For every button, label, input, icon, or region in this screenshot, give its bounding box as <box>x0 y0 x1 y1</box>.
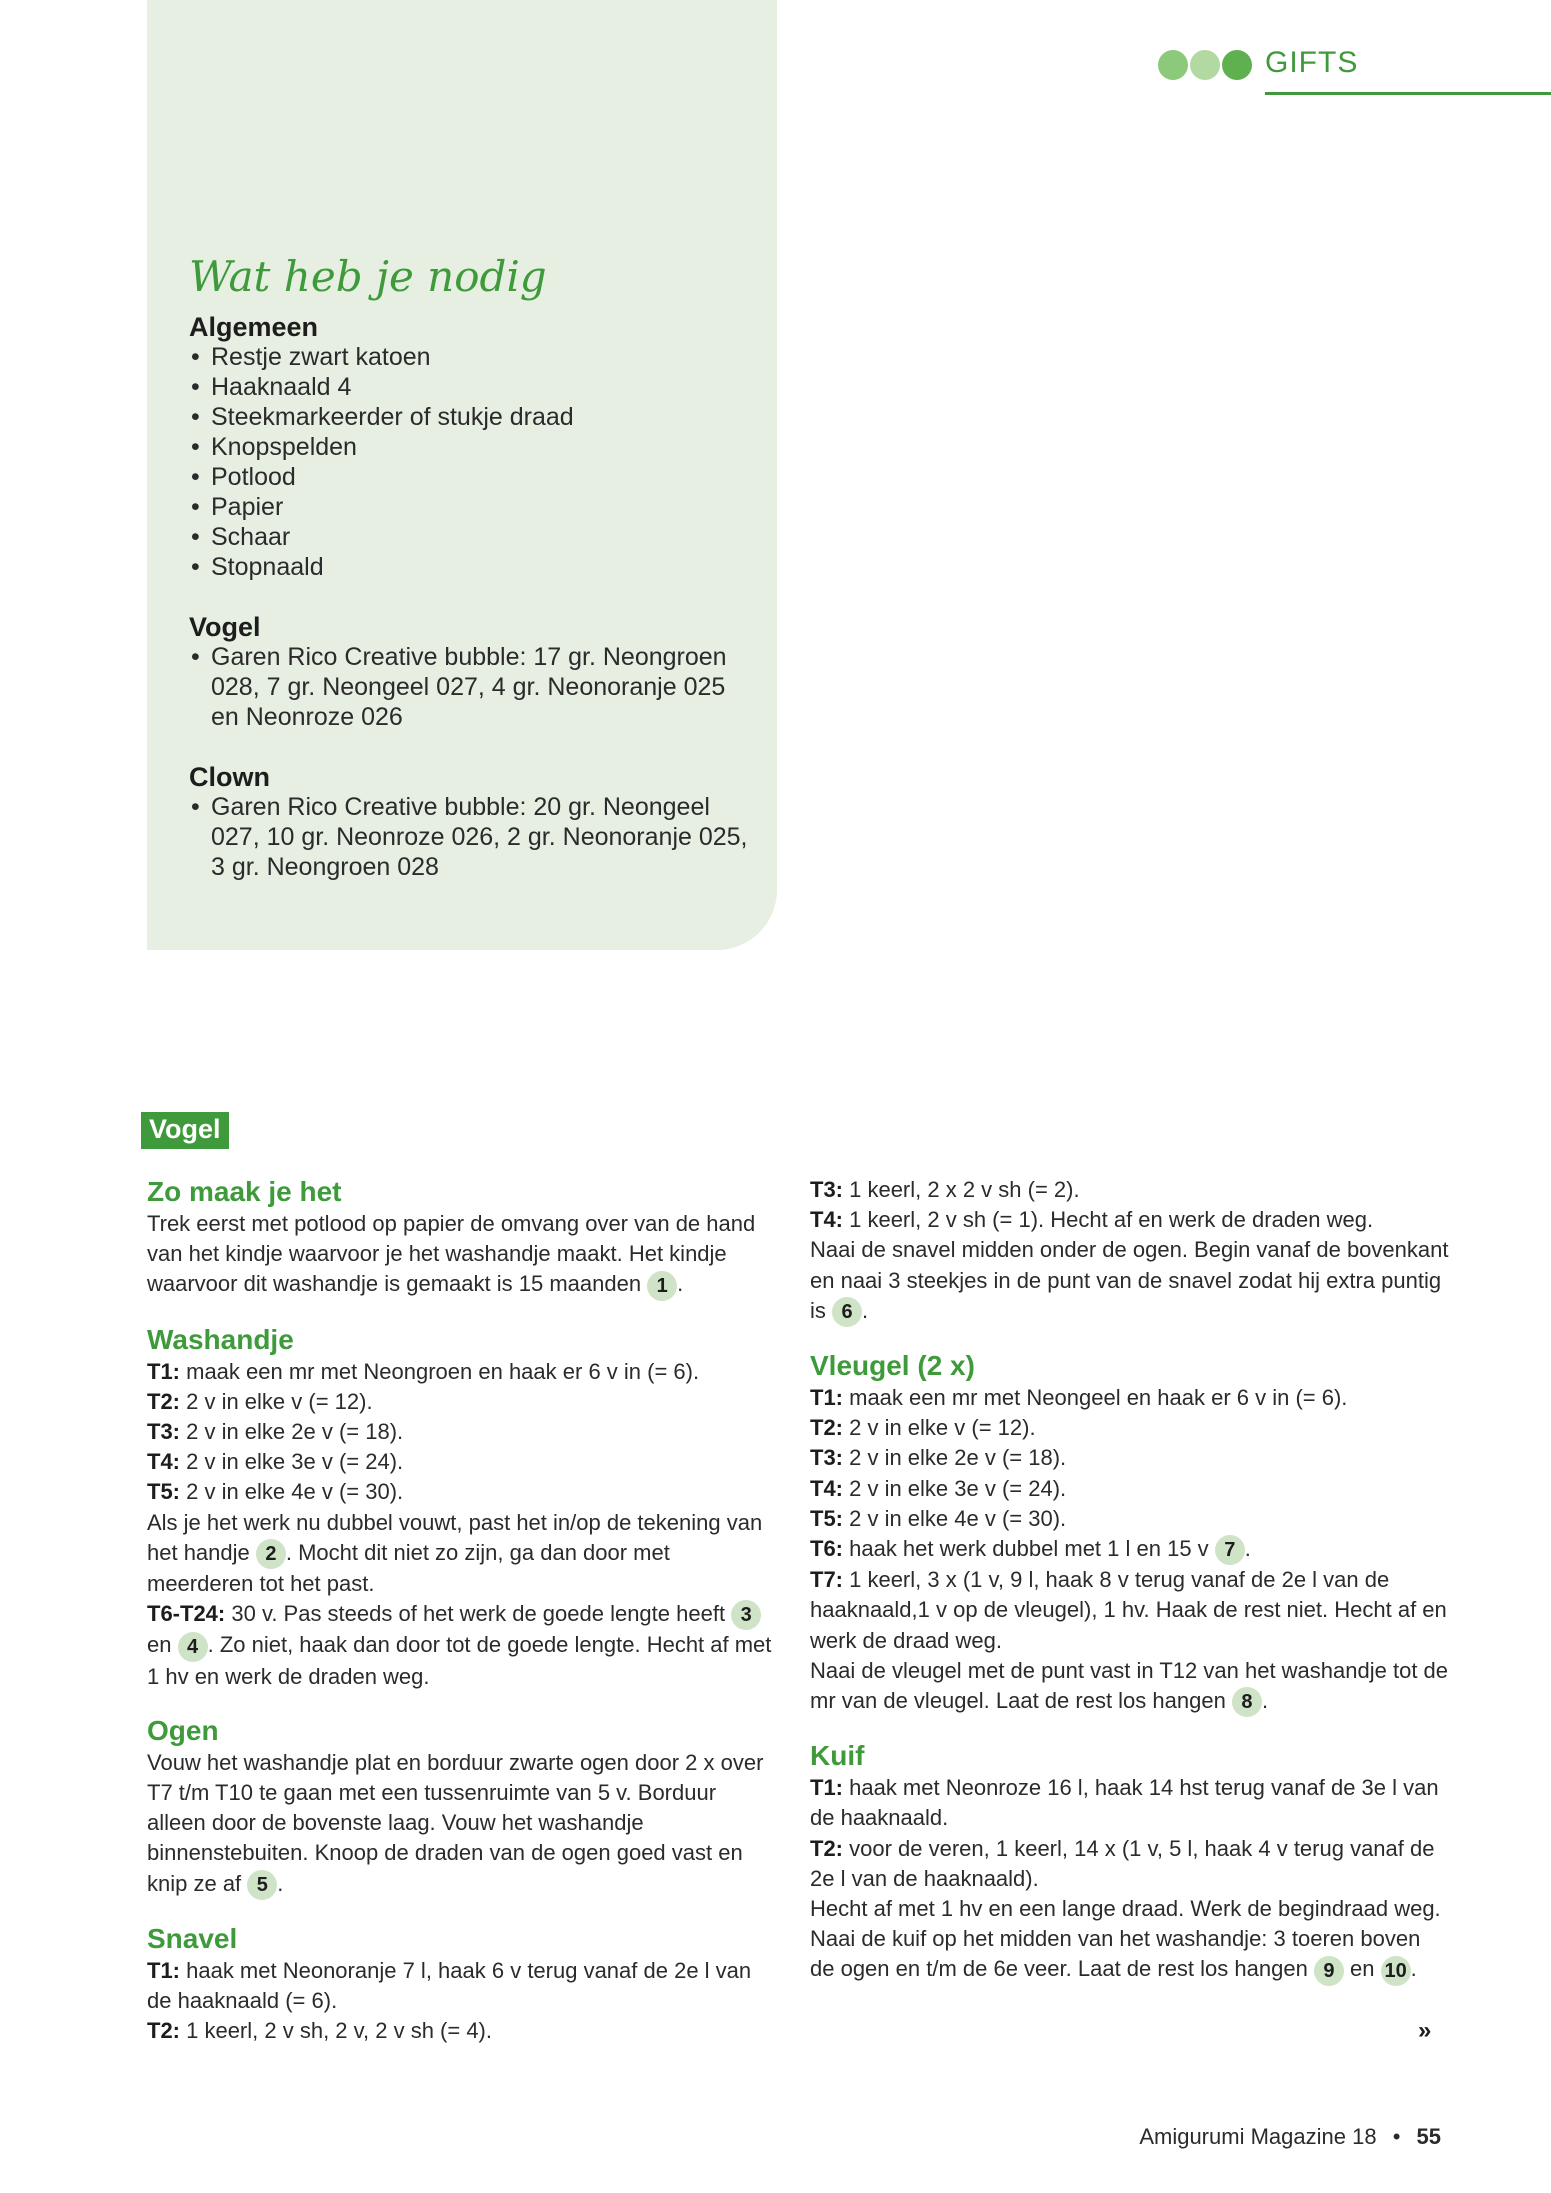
photo-number-badge: 9 <box>1314 1956 1344 1986</box>
instruction-text: Naai de kuif op het midden van het washandje: 3 toeren boven de ogen en t/m de 6e veer. Laat de rest los hangen <box>810 1926 1421 1982</box>
instruction-line <box>810 1834 1450 1894</box>
instruction-text: . <box>277 1870 284 1896</box>
instruction-text: 30 v. Pas steeds of het werk de goede lengte heeft <box>225 1601 732 1627</box>
materials-group-list <box>189 342 759 582</box>
materials-group-heading: Vogel <box>189 612 261 642</box>
instruction-text: Naai de vleugel met de punt vast in T12 van het washandje tot de mr van de vleugel. Laat de rest los hangen <box>810 1657 1449 1714</box>
instruction-line <box>147 1447 777 1477</box>
instruction-text: . <box>1261 1688 1269 1714</box>
instruction-text: 2 v in elke v (= 12). <box>843 1415 1036 1441</box>
instruction-line <box>810 1474 1450 1504</box>
instruction-text: 2 v in elke v (= 12). <box>180 1388 373 1414</box>
section-heading: Zo maak je het <box>147 1176 342 1207</box>
materials-panel <box>147 0 777 950</box>
instruction-line <box>810 1924 1450 1985</box>
instruction-text: maak een mr met Neongeel en haak er 6 v in (= 6). <box>843 1385 1348 1410</box>
instruction-text: Trek eerst met potlood op papier de omvang over van de hand van het kindje waarvoor je het washandje maakt. Het kindje waarvoor dit washandje is gemaakt is 15 maanden <box>147 1211 756 1297</box>
instruction-text: maak een mr met Neongroen en haak er 6 v in (= 6). <box>180 1358 700 1384</box>
instruction-section <box>147 1714 777 1900</box>
instruction-text: . Mocht dit niet zo zijn, ga dan door met meerderen tot het past. <box>147 1539 670 1596</box>
instruction-line <box>810 1383 1450 1413</box>
section-heading: Washandje <box>147 1323 294 1355</box>
photo-number-badge: 2 <box>256 1539 286 1569</box>
round-label: T6: <box>810 1536 843 1562</box>
instruction-text: Als je het werk nu dubbel vouwt, past het in/op de tekening van het handje <box>147 1509 763 1565</box>
instruction-section <box>810 1349 1450 1717</box>
instruction-text: 2 v in elke 4e v (= 30). <box>180 1479 404 1505</box>
yarn-ball-icon <box>1222 50 1252 80</box>
instruction-text: . Zo niet, haak dan door tot de goede lengte. Hecht af met 1 hv en werk de draden weg. <box>147 1632 772 1689</box>
page-number: 55 <box>1416 2124 1441 2149</box>
instruction-section <box>147 1175 777 1301</box>
instruction-text: haak met Neonroze 16 l, haak 14 hst terug vanaf de 3e l van de haaknaald. <box>810 1775 1439 1831</box>
list-item: • Stopnaald <box>189 552 759 582</box>
instruction-text: en <box>1343 1956 1381 1982</box>
yarn-ball-icon <box>1190 50 1220 80</box>
round-label: T5: <box>147 1479 180 1505</box>
instruction-text: . <box>1244 1536 1251 1562</box>
instruction-text: 2 v in elke 3e v (= 24). <box>180 1449 404 1475</box>
instruction-text: Naai de snavel midden onder de ogen. Begin vanaf de bovenkant en naai 3 steekjes in de punt van de snavel zodat hij extra puntig is <box>810 1237 1449 1323</box>
round-label: T4: <box>147 1449 180 1475</box>
instruction-line <box>147 2016 777 2046</box>
instruction-line <box>810 1235 1450 1327</box>
section-heading: Snavel <box>147 1922 238 1954</box>
photo-number-badge: 6 <box>832 1297 862 1327</box>
photo-number-badge: 5 <box>247 1870 277 1900</box>
list-item: • Potlood <box>189 462 759 492</box>
instruction-section <box>147 1922 777 2047</box>
section-header <box>1158 44 1551 96</box>
instruction-line <box>147 1387 777 1417</box>
materials-list <box>189 312 759 912</box>
materials-group-heading: Clown <box>189 762 270 792</box>
section-title: GIFTS <box>1265 46 1359 79</box>
round-label: T4: <box>810 1475 843 1501</box>
section-heading: Ogen <box>147 1714 219 1746</box>
round-label: T1: <box>147 1957 180 1983</box>
instruction-text: . <box>677 1271 684 1297</box>
instruction-text: 1 keerl, 2 v sh, 2 v, 2 v sh (= 4). <box>180 2018 492 2044</box>
page-footer <box>1139 2124 1441 2150</box>
continue-mark: » <box>1418 2017 1432 2044</box>
list-item: • Schaar <box>189 522 759 552</box>
instruction-text: 1 keerl, 2 x 2 v sh (= 2). <box>843 1177 1080 1202</box>
photo-number-badge: 7 <box>1215 1535 1245 1565</box>
photo-number-badge: 8 <box>1232 1687 1262 1717</box>
instruction-line <box>810 1175 1450 1205</box>
list-item: • Papier <box>189 492 759 522</box>
photo-number-badge: 10 <box>1381 1956 1411 1986</box>
round-label: T5: <box>810 1505 843 1531</box>
instruction-section <box>147 1323 777 1692</box>
instruction-line <box>147 1508 777 1600</box>
instruction-line <box>147 1956 777 2016</box>
materials-group-heading: Algemeen <box>189 312 319 342</box>
instruction-line <box>810 1773 1450 1833</box>
instruction-line <box>810 1413 1450 1443</box>
instruction-section <box>810 1175 1450 1327</box>
instruction-text: 2 v in elke 4e v (= 30). <box>843 1505 1067 1531</box>
round-label: T3: <box>810 1177 843 1202</box>
photo-number-badge: 1 <box>647 1271 677 1301</box>
instruction-text: . <box>1410 1956 1417 1982</box>
instruction-line <box>147 1748 777 1900</box>
footer-separator: • <box>1392 2124 1401 2149</box>
round-label: T3: <box>810 1445 843 1471</box>
instruction-text: 1 keerl, 3 x (1 v, 9 l, haak 8 v terug vanaf de 2e l van de haaknaald,1 v op de vleugel), 1 hv. Haak de rest niet. Hecht af en werk de draad weg. <box>810 1567 1447 1653</box>
list-item: • Steekmarkeerder of stukje draad <box>189 402 759 432</box>
pattern-tag: Vogel <box>141 1112 229 1149</box>
list-item: • Haaknaald 4 <box>189 372 759 402</box>
round-label: T2: <box>810 1835 843 1861</box>
instruction-line <box>147 1357 777 1387</box>
list-item: • Restje zwart katoen <box>189 342 759 372</box>
round-label: T2: <box>147 1388 180 1414</box>
instruction-line <box>810 1894 1450 1924</box>
photo-number-badge: 3 <box>731 1600 761 1630</box>
instruction-line <box>810 1534 1450 1565</box>
instruction-section <box>810 1739 1450 1985</box>
instruction-text: Vouw het washandje plat en borduur zwarte ogen door 2 x over T7 t/m T10 te gaan met een tussenruimte van 5 v. Borduur alleen door de bovenste laag. Vouw het washandje binnenstebuiten. Knoop de draden van de ogen goed vast en knip ze af <box>147 1749 764 1896</box>
round-label: T1: <box>147 1358 180 1384</box>
list-item: • Garen Rico Creative bubble: 20 gr. Neongeel 027, 10 gr. Neonroze 026, 2 gr. Neonoranje 025, 3 gr. Neongroen 028 <box>189 792 759 882</box>
header-rule <box>1265 92 1551 95</box>
section-heading: Kuif <box>810 1740 865 1772</box>
instruction-text: Hecht af met 1 hv en een lange draad. Werk de begindraad weg. <box>810 1896 1441 1922</box>
instruction-line <box>147 1599 777 1692</box>
magazine-name: Amigurumi Magazine 18 <box>1139 2124 1377 2149</box>
instruction-line <box>147 1417 777 1447</box>
instruction-text: 1 keerl, 2 v sh (= 1). Hecht af en werk de draden weg. <box>843 1207 1374 1233</box>
instruction-text: haak met Neonoranje 7 l, haak 6 v terug vanaf de 2e l van de haaknaald (= 6). <box>147 1957 752 2013</box>
instruction-text: 2 v in elke 2e v (= 18). <box>843 1445 1067 1471</box>
instruction-text: . <box>862 1297 869 1323</box>
instruction-text: en <box>147 1632 178 1658</box>
instruction-line <box>810 1443 1450 1473</box>
instructions-right-column <box>810 1175 1450 2008</box>
materials-title: Wat heb je nodig <box>189 252 547 301</box>
instruction-text: 2 v in elke 3e v (= 24). <box>843 1475 1067 1501</box>
photo-number-badge: 4 <box>178 1632 208 1662</box>
yarn-balls-logo <box>1158 50 1252 80</box>
list-item: • Knopspelden <box>189 432 759 462</box>
round-label: T3: <box>147 1419 180 1444</box>
instruction-line <box>810 1205 1450 1235</box>
round-label: T1: <box>810 1775 843 1801</box>
section-heading: Vleugel (2 x) <box>810 1350 975 1381</box>
instructions-left-column <box>147 1175 777 2068</box>
materials-group-list <box>189 792 759 882</box>
instruction-line <box>147 1477 777 1507</box>
round-label: T2: <box>810 1415 843 1441</box>
list-item: • Garen Rico Creative bubble: 17 gr. Neongroen 028, 7 gr. Neongeel 027, 4 gr. Neonoranje 025 en Neonroze 026 <box>189 642 759 732</box>
round-label: T6-T24: <box>147 1601 226 1627</box>
instruction-line <box>147 1209 777 1301</box>
instruction-text: haak het werk dubbel met 1 l en 15 v <box>843 1536 1215 1562</box>
instruction-line <box>810 1656 1450 1717</box>
instruction-line <box>810 1504 1450 1534</box>
round-label: T1: <box>810 1385 843 1410</box>
round-label: T2: <box>147 2018 180 2044</box>
round-label: T7: <box>810 1567 843 1593</box>
materials-group-list <box>189 642 759 732</box>
yarn-ball-icon <box>1158 50 1188 80</box>
instruction-line <box>810 1565 1450 1656</box>
round-label: T4: <box>810 1207 843 1233</box>
instruction-text: voor de veren, 1 keerl, 14 x (1 v, 5 l, haak 4 v terug vanaf de 2e l van de haaknaald). <box>810 1835 1435 1891</box>
instruction-text: 2 v in elke 2e v (= 18). <box>180 1419 404 1444</box>
